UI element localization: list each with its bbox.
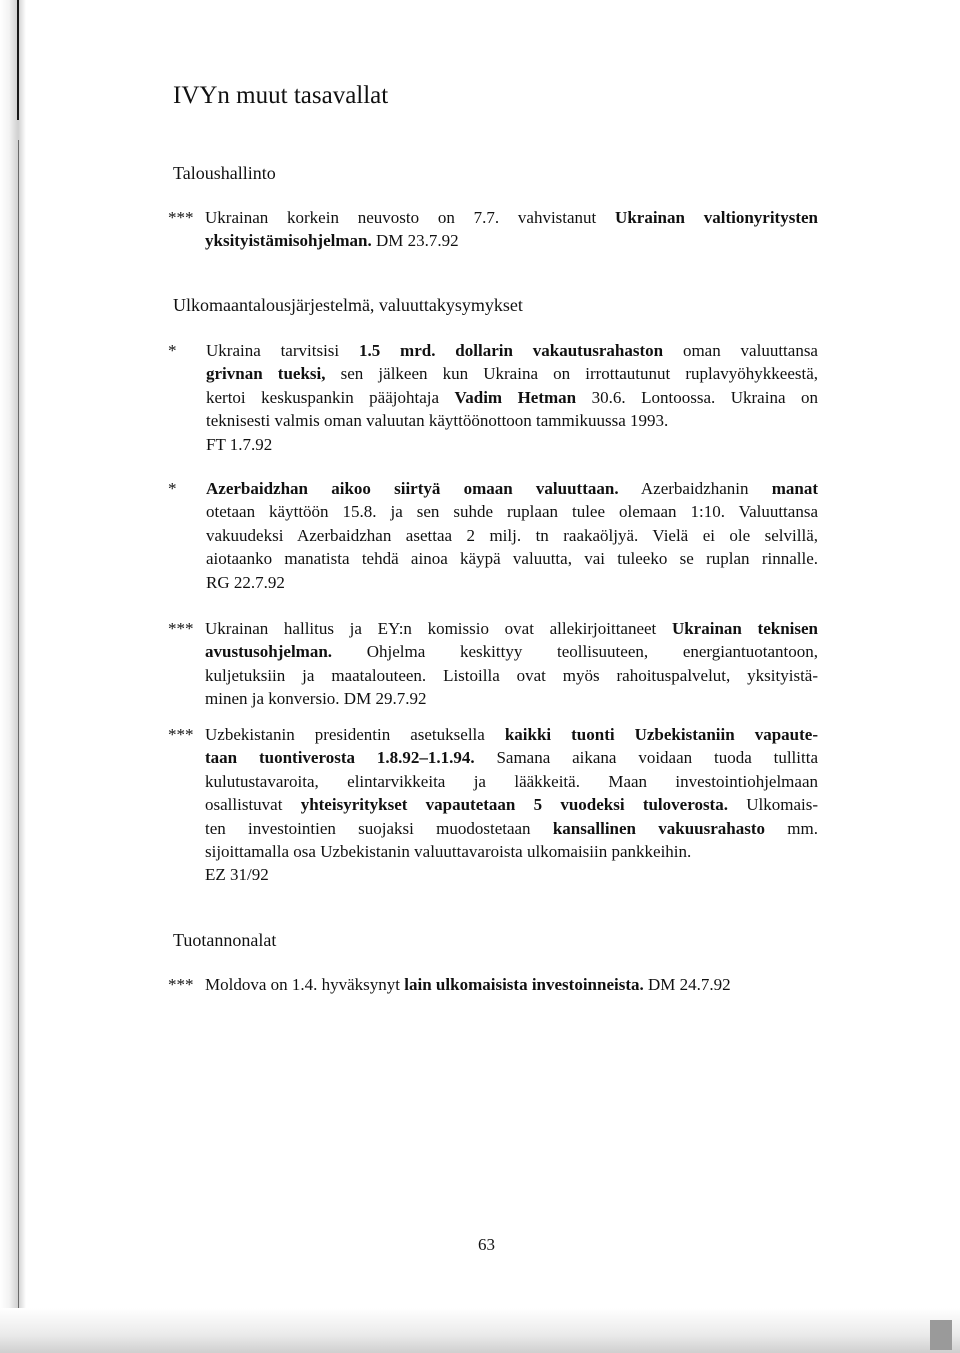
bold-text: taan tuontiverosta 1.8.92–1.1.94. (205, 748, 475, 768)
text-line (205, 664, 818, 687)
text-line (206, 547, 818, 570)
scan-edge-line (17, 0, 19, 120)
scan-bottom-shadow (0, 1308, 960, 1353)
bold-text: manat (771, 479, 818, 498)
text-line (206, 433, 818, 456)
text-line (205, 229, 818, 252)
text-run: Ukrainan hallitus ja EY:n komissio ovat allekirjoittaneet (205, 619, 672, 638)
bold-text: Vadim Hetman (454, 387, 577, 407)
text-run: Ulkomais- (727, 795, 818, 815)
scan-corner-mark (930, 1320, 952, 1350)
text-line (205, 640, 818, 663)
bold-text: 1.5 mrd. dollarin vakautusrahaston (358, 341, 664, 360)
text-line (206, 339, 818, 362)
text-run: 30.6. Lontoossa. Ukraina on (576, 387, 818, 407)
text-run: DM 24.7.92 (643, 975, 731, 994)
text-run: kulutustavaroita, elintarvikkeita ja lääkkeitä. Maan investointiohjelmaan (205, 771, 818, 791)
news-item (168, 339, 818, 456)
text-run: DM 23.7.92 (371, 231, 459, 251)
text-run: Uzbekistanin presidentin asetuksella (205, 725, 505, 744)
text-run: kuljetuksiin ja maatalouteen. Listoilla ovat myös rahoituspalvelut, yksityistä- (205, 665, 818, 685)
bold-text: avustusohjelman. (205, 642, 333, 662)
text-run: Moldova on 1.4. hyväksynyt (205, 975, 405, 994)
text-line (205, 687, 818, 710)
text-line (206, 524, 818, 547)
item-marker: *** (168, 208, 194, 227)
text-line (205, 206, 818, 229)
text-run: FT 1.7.92 (206, 434, 273, 454)
text-line (206, 386, 818, 409)
item-marker: *** (168, 975, 194, 994)
text-line (206, 500, 818, 523)
text-line (206, 571, 818, 594)
text-line (205, 617, 818, 640)
text-line (205, 840, 818, 863)
section-heading-taloushallinto: Taloushallinto (173, 163, 276, 183)
section-heading-tuotannonalat: Tuotannonalat (173, 930, 277, 950)
text-line (206, 362, 818, 385)
scan-binding-edge (0, 0, 26, 1353)
text-run: Ukrainan korkein neuvosto on 7.7. vahvistanut (205, 208, 616, 227)
item-marker: *** (168, 619, 194, 638)
item-text (206, 339, 818, 456)
page-number: 63 (478, 1235, 495, 1254)
text-run: teknisesti valmis oman valuutan käyttöönottoon tammikuussa 1993. (206, 411, 669, 431)
bold-text: yksityistämisohjelman. (205, 231, 372, 251)
text-line (205, 817, 818, 840)
bold-text: kaikki tuonti Uzbekistaniin vapaute- (504, 725, 818, 744)
item-text (205, 973, 818, 996)
text-line (206, 477, 818, 500)
text-run: Ohjelma keskittyy teollisuuteen, energiantuotantoon, (332, 642, 818, 662)
text-run: Ukraina tarvitsisi (206, 341, 359, 360)
item-marker: *** (168, 725, 194, 744)
text-line (205, 770, 818, 793)
text-run: mm. (765, 818, 819, 838)
item-text (205, 723, 818, 887)
bold-text: grivnan tueksi, (206, 364, 326, 384)
text-run: oman valuuttansa (663, 341, 818, 360)
bold-text: Azerbaidzhan aikoo siirtyä omaan valuuttaan. (206, 479, 619, 498)
item-text (205, 617, 818, 711)
text-line (205, 746, 818, 769)
text-run: EZ 31/92 (205, 865, 269, 885)
text-line (205, 723, 818, 746)
text-run: osallistuvat (205, 795, 301, 815)
text-run: aiotaanko manatista tehdä ainoa käypä valuutta, vai tuleeko se ruplan rinnalle. (206, 549, 818, 569)
bold-text: Ukrainan teknisen (671, 619, 818, 638)
text-run: Samana aikana voidaan tuoda tullitta (474, 748, 818, 768)
bold-text: lain ulkomaisista investoinneista. (404, 975, 644, 994)
text-line (205, 973, 818, 996)
bold-text: kansallinen vakuusrahasto (552, 818, 766, 838)
text-run: otetaan käyttöön 15.8. ja sen suhde ruplaan tulee olemaan 1:10. Valuuttansa (206, 502, 818, 522)
item-marker: * (168, 341, 177, 360)
text-run: vakuudeksi Azerbaidzhan asettaa 2 milj. tn raakaöljyä. Vielä ei ole selvillä, (206, 525, 818, 545)
text-run: sijoittamalla osa Uzbekistanin valuuttavaroista ulkomaisiin pankkeihin. (205, 842, 692, 862)
page-title: IVYn muut tasavallat (173, 82, 389, 109)
news-item (168, 973, 818, 996)
item-text (206, 477, 818, 594)
news-item (168, 477, 818, 594)
text-run: kertoi keskuspankin pääjohtaja (206, 387, 455, 407)
text-line (206, 409, 818, 432)
text-run: minen ja konversio. DM 29.7.92 (205, 689, 427, 709)
bold-text: yhteisyritykset vapautetaan 5 vuodeksi tuloverosta. (300, 795, 728, 815)
text-line (205, 793, 818, 816)
news-item (168, 617, 818, 711)
text-run: Azerbaidzhanin (618, 479, 772, 498)
text-line (205, 863, 818, 886)
item-text (205, 206, 818, 253)
text-run: RG 22.7.92 (206, 572, 285, 592)
news-item (168, 723, 818, 887)
news-item (168, 206, 818, 253)
bold-text: Ukrainan valtionyritysten (615, 208, 818, 227)
text-run: ten investointien suojaksi muodostetaan (205, 818, 553, 838)
text-run: sen jälkeen kun Ukraina on irrottautunut ruplavyöhykkeestä, (325, 364, 818, 384)
scan-edge-line (18, 140, 19, 1310)
item-marker: * (168, 479, 177, 498)
section-heading-ulkomaantalous: Ulkomaantalousjärjestelmä, valuuttakysymykset (173, 295, 523, 315)
